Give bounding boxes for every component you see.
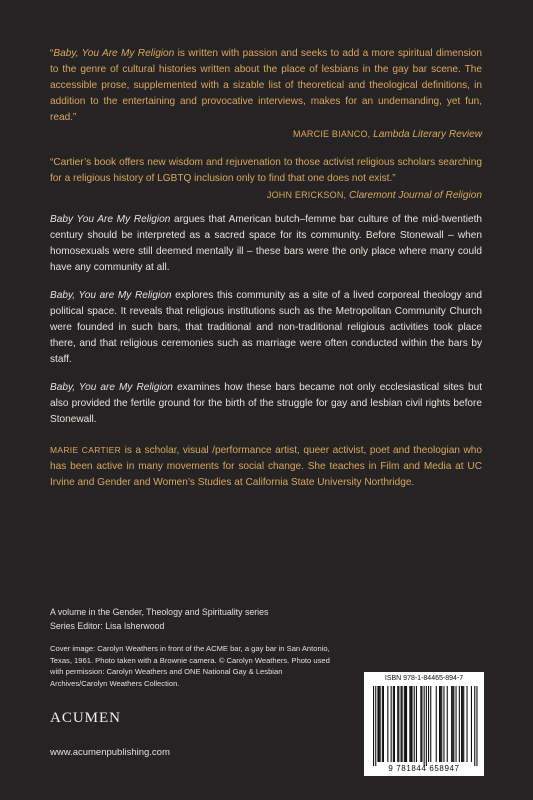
isbn-label: ISBN 978-1-84465-894-7 xyxy=(384,675,464,682)
barcode-bar xyxy=(456,686,457,762)
barcode-bars xyxy=(364,672,484,776)
barcode-bar xyxy=(451,686,452,762)
barcode-bar xyxy=(447,686,448,762)
barcode-bar xyxy=(401,686,402,762)
review-publication: Claremont Journal of Religion xyxy=(349,190,482,201)
review-attribution xyxy=(50,187,482,204)
series-name: A volume in the Gender, Theology and Spirituality series xyxy=(50,607,269,617)
barcode-bar xyxy=(404,686,405,762)
open-quote: “ xyxy=(50,48,54,59)
barcode-bar xyxy=(471,686,472,762)
barcode-bar xyxy=(424,686,425,766)
reviewer-name: MARCIE BIANCO, xyxy=(293,129,371,139)
author-bio xyxy=(50,442,482,491)
description-paragraph xyxy=(50,212,482,276)
book-title: Baby You Are My Religion xyxy=(50,214,171,225)
book-title: Baby, You are My Religion xyxy=(50,382,173,393)
barcode-bar xyxy=(394,686,395,762)
barcode-bar xyxy=(410,686,411,762)
barcode-bar xyxy=(440,686,441,762)
description-paragraph xyxy=(50,380,482,428)
series-editor: Series Editor: Lisa Isherwood xyxy=(50,621,165,631)
reviewer-name: JOHN ERICKSON, xyxy=(266,190,347,200)
barcode-bar xyxy=(377,686,378,762)
barcode-bar xyxy=(405,686,406,762)
review-attribution xyxy=(50,126,482,143)
barcode-bar xyxy=(406,686,407,762)
barcode-bar xyxy=(373,686,374,766)
barcode-bar xyxy=(476,686,477,766)
barcode-bar xyxy=(441,686,442,762)
isbn-barcode xyxy=(364,672,484,776)
description-text: argues that American butch–femme bar culture of the mid-twentieth century should be interpreted as a sacred space for its community. Before Stonewall – when homosexuals were still deemed mentally ill – these bars were the only place where many could have any community at all. xyxy=(50,214,482,273)
barcode-bar xyxy=(402,686,403,762)
barcode-bar xyxy=(382,686,383,762)
barcode-bar xyxy=(474,686,475,766)
barcode-bar xyxy=(383,686,384,762)
book-title: Baby, You are My Religion xyxy=(50,290,172,301)
book-title: Baby, You Are My Religion xyxy=(53,48,175,59)
barcode-bar xyxy=(430,686,431,762)
barcode-bar xyxy=(409,686,410,762)
publisher-website: www.acumenpublishing.com xyxy=(50,747,170,758)
publisher-logo: ACUMEN xyxy=(50,710,122,726)
barcode-bar xyxy=(397,686,398,762)
barcode-bar xyxy=(439,686,440,762)
author-bio-text: is a scholar, visual /performance artist, queer activist, poet and theologian who has been active in many movements for social change. She teaches in Film and Media at UC Irvine and Gender and Women’s Studies at California State University Northridge. xyxy=(50,445,482,488)
description-text: explores this community as a site of a lived corporeal theology and political space. It reveals that religious institutions such as the Metropolitan Community Church were founded in such bars, that traditional and non-traditional religious activities took place there, and that religious ceremonies such as marriage were often conducted within the bars by staff. xyxy=(50,290,482,365)
barcode-bar xyxy=(452,686,453,762)
barcode-bar xyxy=(420,686,421,762)
barcode-digits: 9 781844 658947 xyxy=(388,764,460,773)
barcode-bar xyxy=(459,686,460,762)
description-text: examines how these bars became not only ecclesiastical sites but also provided the fertile ground for the birth of the struggle for gay and lesbian civil rights before Stonewall. xyxy=(50,382,483,425)
barcode-bar xyxy=(375,686,376,766)
barcode-bar xyxy=(436,686,437,762)
author-name: MARIE CARTIER xyxy=(50,445,122,455)
barcode-bar xyxy=(412,686,413,762)
barcode-bar xyxy=(387,686,388,762)
cover-image-credit: Cover image: Carolyn Weathers in front of the ACME bar, a gay bar in San Antonio, Texas, 1961. Photo taken with a Brownie camera. © Carolyn Weathers. Photo used with permission: Carolyn Weathers and ONE National Gay & Lesbian Archives/Carolyn Weathers Collection. xyxy=(50,644,330,688)
barcode-bar xyxy=(453,686,454,762)
barcode-bar xyxy=(461,686,462,762)
barcode-bar xyxy=(421,686,422,762)
review-text: is written with passion and seeks to add a more spiritual dimension to the genre of cultural histories written about the place of lesbians in the gay bar scene. The accessible prose, supplemented with a sizable list of theoretical and theological definitions, in addition to the entertaining and provocative interviews, makes for an undemanding, yet fun, read.” xyxy=(50,48,482,123)
book-description xyxy=(50,212,482,440)
barcode-bar xyxy=(463,686,464,762)
review-blurbs xyxy=(50,46,482,216)
barcode-bar xyxy=(380,686,381,762)
review-publication: Lambda Literary Review xyxy=(373,129,482,140)
barcode-bar xyxy=(462,686,463,762)
review-blurb xyxy=(50,46,482,143)
barcode-bar xyxy=(379,686,380,762)
barcode-bar xyxy=(426,686,427,766)
barcode-bar xyxy=(416,686,417,762)
review-text: Cartier’s book offers new wisdom and rejuvenation to those activist religious scholars searching for a religious history of LGBTQ inclusion only to find that one does not exist.” xyxy=(50,157,482,184)
series-info xyxy=(50,605,310,633)
barcode-bar xyxy=(391,686,392,762)
barcode-bar xyxy=(414,686,415,762)
barcode-bar xyxy=(398,686,399,762)
review-blurb xyxy=(50,155,482,204)
barcode-bar xyxy=(428,686,429,762)
barcode-bar xyxy=(443,686,444,762)
open-quote: “ xyxy=(50,157,54,168)
barcode-bar xyxy=(467,686,468,762)
description-paragraph xyxy=(50,288,482,368)
barcode-bar xyxy=(393,686,394,762)
